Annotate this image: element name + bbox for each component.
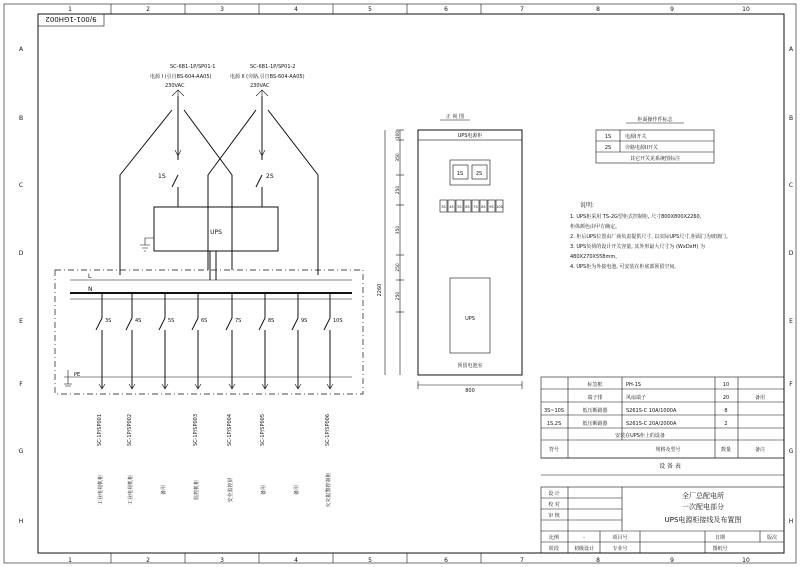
legend-title: 柜面操作件标志 <box>637 117 673 123</box>
feeder-code: SC-1P/SP005 <box>260 413 266 447</box>
grid-col-label: 7 <box>520 6 524 13</box>
feeder-name: 监控机柜 <box>194 479 200 501</box>
source2-desc: 电源 II (旁路,引自BS-604-AA05) <box>230 74 305 80</box>
tb-scale-label: 比例 <box>548 535 560 541</box>
feeder-code: SC-1P/SP004 <box>227 413 233 447</box>
grid-row-label: C <box>18 182 24 189</box>
panel-ups-label: UPS <box>465 316 475 322</box>
tb-drawing-no-label: 图纸号 <box>712 546 728 552</box>
width-dimension-value: 800 <box>465 388 475 394</box>
feeder-name: 备用 <box>161 484 167 496</box>
note-line-1: 1. UPS柜采用 TS-2G型柜式控制柜, 尺寸800X800X2260, <box>570 214 702 220</box>
feeder-breaker-label: 10S <box>333 318 343 324</box>
note-line-4: 3. UPS负荷的设计开关容量, 其外形最大尺寸为 (WxDxH) 为 <box>570 244 705 250</box>
grid-row-label: G <box>788 448 794 455</box>
grid-row-label: A <box>788 46 794 53</box>
grid-row-label: F <box>789 381 793 388</box>
equipment-table-title: 设 备 表 <box>659 463 681 470</box>
cabinet-outline <box>418 130 522 375</box>
legend-r1-code: 1S <box>604 134 612 140</box>
bom-cell: 备用 <box>754 395 766 401</box>
grid-col-label: 4 <box>294 557 298 564</box>
notes-block <box>570 201 731 270</box>
bom-cell: S261S-C 20A/2000A <box>626 421 677 427</box>
panel-breaker-label: 9S <box>489 205 494 209</box>
grid-col-label: 1 <box>68 557 72 564</box>
battery-space-label: 预留电池室 <box>457 363 483 369</box>
feeder-name: 备用 <box>294 484 300 496</box>
switch-2s-label: 2S <box>266 173 274 180</box>
tb-design-label: 设 计 <box>548 491 560 497</box>
source1-desc: 电源 I (引自BS-604-AA05) <box>150 74 212 80</box>
grid-col-label: 10 <box>742 6 750 13</box>
grid-row-label: F <box>19 381 23 388</box>
grid-row-label: B <box>788 115 794 122</box>
legend-r2-code: 2S <box>604 145 612 151</box>
bom-header-spec: 规格及型号 <box>655 447 681 453</box>
grid-row-label: D <box>18 250 24 257</box>
bom-cell: 3S~10S <box>543 408 565 414</box>
drawing-number: 9/001-1GH002 <box>45 15 97 23</box>
note-line-6: 4. UPS柜为外接电池, 可安装在柜底部预留空间。 <box>570 264 680 270</box>
grid-col-label: 1 <box>68 6 72 13</box>
section-dimensions <box>395 130 404 312</box>
panel-breaker-label: 4S <box>449 205 454 209</box>
incoming-switches <box>172 175 262 207</box>
feeder-breaker <box>324 318 330 330</box>
bom-cell: 10 <box>722 382 730 388</box>
feeder-code: SC-1P/SP006 <box>325 413 331 447</box>
feeder-breaker <box>159 318 165 330</box>
operating-label-table <box>596 116 714 163</box>
feeder-breaker <box>259 318 265 330</box>
source1-route <box>120 110 232 275</box>
bom-cell: 1S,2S <box>546 421 562 427</box>
notes-title: 说明: <box>580 202 595 209</box>
cabinet-elevation <box>377 113 522 394</box>
legend-r2-desc: 旁路电源II开关 <box>625 145 658 151</box>
switch-1s-label: 1S <box>158 173 166 180</box>
grid-col-label: 4 <box>294 6 298 13</box>
grid-row-label: C <box>788 182 794 189</box>
outgoing-feeders <box>96 293 343 508</box>
legend-note: 其它开关见系统图标注 <box>629 156 681 162</box>
single-line-diagram <box>55 64 363 508</box>
grid-row-label: H <box>18 518 24 525</box>
panel-switch-1s-label: 1S <box>456 171 464 177</box>
bom-header-remark: 备注 <box>754 447 766 453</box>
source-feeds <box>178 96 262 160</box>
bus-l-label: L <box>88 273 92 280</box>
bom-header-symbol: 符号 <box>548 447 560 453</box>
grid-col-label: 6 <box>444 557 448 564</box>
ups-output <box>210 251 216 280</box>
feeder-code: SC-1P/SP003 <box>193 413 199 447</box>
title-block-hlines <box>541 498 784 542</box>
grid-col-label: 10 <box>742 557 750 564</box>
tb-sheet-title: UPS电源柜接线及布置图 <box>664 516 742 524</box>
bom-cell: 低压断路器 <box>582 408 608 414</box>
source1-terminal <box>172 90 184 96</box>
grid-row-label: B <box>18 115 24 122</box>
equipment-caption: 安装在UPS柜上的设备 <box>615 433 665 439</box>
title-block <box>541 487 784 553</box>
grid-col-label: 2 <box>146 6 150 13</box>
grid-col-label: 9 <box>670 557 674 564</box>
feeder-code: SC-1P/SP001 <box>97 413 103 447</box>
front-view-label: 正 视 图 <box>445 114 465 120</box>
feeder-breaker-label: 7S <box>235 318 242 324</box>
grid-col-label: 3 <box>220 557 224 564</box>
source1-volt: 230VAC <box>165 83 185 89</box>
feed-arrows <box>175 150 265 156</box>
ups-unit-label: UPS <box>210 229 222 236</box>
bom-cell: 2 <box>724 421 728 427</box>
feeder-breaker <box>96 318 102 330</box>
section-dimension-value: 350 <box>396 225 401 235</box>
grid-col-label: 2 <box>146 557 150 564</box>
feeder-breaker <box>192 318 198 330</box>
cabinet-boundary <box>55 270 363 394</box>
bom-header-qty: 数量 <box>720 447 732 453</box>
bom-cell: 20 <box>722 395 730 401</box>
feeder-breaker <box>226 318 232 330</box>
feeder-code: SC-1P/SP002 <box>127 413 133 447</box>
bom-cell: PH-1S <box>626 382 641 388</box>
legend-r1-desc: 电源I开关 <box>625 134 647 140</box>
panel-breaker-label: 5S <box>457 205 462 209</box>
bom-cell: 8 <box>724 408 728 414</box>
bom-cell: 标签框 <box>587 382 603 388</box>
section-dimension-value: 100 <box>396 130 401 140</box>
source1-code: SC-6B1-1P/SP01-1 <box>170 64 216 70</box>
bom-cell: 风扇端子 <box>626 395 647 401</box>
section-dimension-value: 250 <box>396 291 401 301</box>
panel-breaker-label: 7S <box>473 205 478 209</box>
feeder-name: 备用 <box>261 484 267 496</box>
tb-stage-value: 初级设计 <box>573 546 595 552</box>
grid-col-label: 3 <box>220 6 224 13</box>
grid-row-label: G <box>18 448 24 455</box>
source2-route <box>208 110 318 275</box>
section-dimension-value: 350 <box>396 153 401 162</box>
note-line-5: 480X270X558mm。 <box>570 254 621 260</box>
tb-date-label: 日期 <box>714 535 726 541</box>
source2-code: SC-6B1-1P/SP01-2 <box>250 64 296 70</box>
cabinet-name: UPS电源柜 <box>457 133 483 139</box>
feeder-breaker <box>292 318 298 330</box>
tb-review-label: 审 核 <box>548 513 560 519</box>
feeder-name: 工业电视机柜 <box>98 474 104 506</box>
grid-col-label: 9 <box>670 6 674 13</box>
feeder-name: 工业电视机柜 <box>128 474 134 506</box>
feeder-breaker-label: 6S <box>201 318 208 324</box>
tb-revision-label: 版次 <box>766 535 778 541</box>
bom-cell: 端子排 <box>587 395 603 401</box>
feeder-name: 安全监控屏 <box>228 477 234 503</box>
height-dimension-value: 2260 <box>377 283 383 297</box>
feeder-name: 火灾报警控制柜 <box>326 472 332 508</box>
feeder-breaker <box>126 318 132 330</box>
grid-col-label: 8 <box>596 6 600 13</box>
tb-department: 一次配电部分 <box>682 503 724 511</box>
ups-ground-icon <box>140 238 154 251</box>
panel-breaker-label: 10S <box>496 205 503 209</box>
panel-breaker-label: 3S <box>441 205 446 209</box>
note-line-2: 柜体颜色由甲方确定。 <box>570 224 621 230</box>
panel-breaker-label: 6S <box>465 205 470 209</box>
grid-references <box>19 4 794 564</box>
panel-switch-2s-label: 2S <box>475 171 483 177</box>
section-dimension-value: 250 <box>396 263 401 272</box>
tb-stage-label: 阶段 <box>548 546 560 552</box>
equipment-table <box>541 377 784 475</box>
tb-project-no-label: 项目号 <box>612 535 628 541</box>
pe-ground-icon <box>64 370 72 386</box>
section-dimension-value: 250 <box>396 185 401 195</box>
feeder-breaker-label: 3S <box>105 318 112 324</box>
tb-scale-value: - <box>583 535 585 541</box>
grid-col-label: 6 <box>444 6 448 13</box>
grid-row-label: E <box>789 318 793 325</box>
tb-check-label: 校 对 <box>548 502 560 508</box>
feeder-breaker-label: 4S <box>135 318 142 324</box>
bom-cell: S261S-C 10A/1000A <box>626 408 677 414</box>
source2-volt: 230VAC <box>250 83 270 89</box>
panel-breaker-row <box>440 200 504 212</box>
grid-row-label: A <box>18 46 24 53</box>
equipment-rows <box>544 381 765 427</box>
grid-col-label: 5 <box>368 6 372 13</box>
tb-company: 全厂总配电所 <box>682 492 724 500</box>
panel-breaker-label: 8S <box>481 205 486 209</box>
grid-col-label: 7 <box>520 557 524 564</box>
equipment-header-vlines <box>568 440 738 458</box>
bus-pe-label: PE <box>74 372 81 378</box>
grid-row-label: D <box>788 250 794 257</box>
feeder-breaker-label: 9S <box>301 318 308 324</box>
source2-terminal <box>256 90 268 96</box>
grid-row-label: E <box>19 318 23 325</box>
bus-n-label: N <box>88 286 93 293</box>
grid-col-label: 5 <box>368 557 372 564</box>
grid-col-label: 8 <box>596 557 600 564</box>
bom-cell: 低压断路器 <box>582 421 608 427</box>
inner-border <box>38 14 784 553</box>
feeder-breaker-label: 5S <box>168 318 175 324</box>
grid-row-label: H <box>788 518 794 525</box>
note-line-3: 2. 柜后UPS位置由厂商负责提供尺寸, 以实际UPS尺寸,柜面门为玻璃门。 <box>570 234 731 240</box>
feeder-breaker-label: 8S <box>268 318 275 324</box>
tb-discipline-label: 专业号 <box>612 546 628 552</box>
